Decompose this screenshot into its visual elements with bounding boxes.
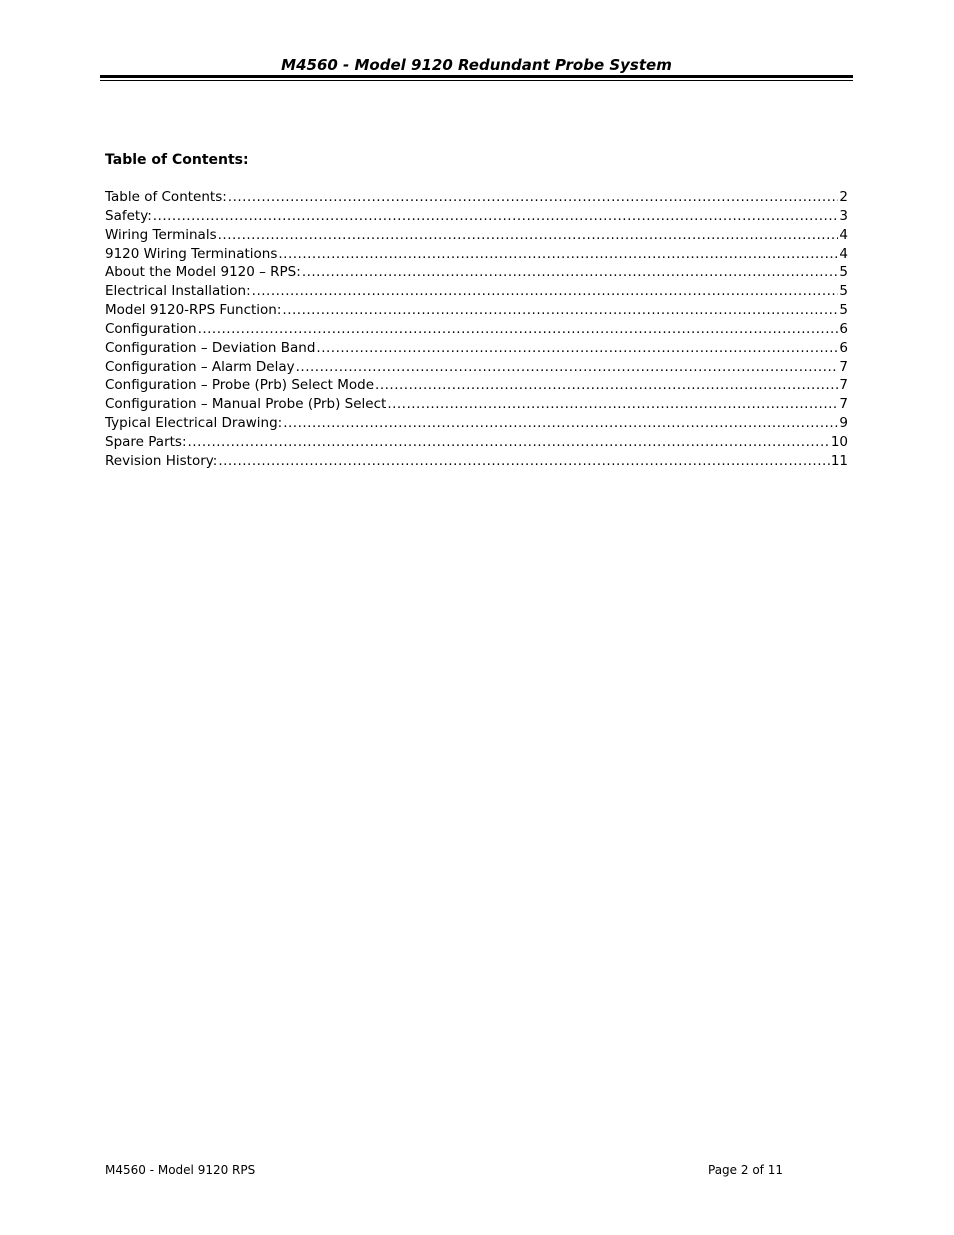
toc-entry[interactable] — [105, 188, 848, 207]
toc-entry-page[interactable]: 11 — [830, 452, 848, 469]
toc-entry-page[interactable]: 7 — [839, 358, 848, 375]
toc-dot-leader — [228, 188, 839, 207]
toc-dot-leader — [218, 226, 839, 245]
toc-entry[interactable] — [105, 226, 848, 245]
toc-dot-leader — [375, 376, 838, 395]
toc-entry-title[interactable]: Wiring Terminals — [105, 226, 217, 243]
toc-dot-leader — [316, 339, 838, 358]
toc-entry[interactable] — [105, 414, 848, 433]
toc-entry-title[interactable]: Configuration — [105, 320, 197, 337]
toc-entry-page[interactable]: 5 — [839, 264, 848, 281]
toc-entry-page[interactable]: 3 — [839, 207, 848, 224]
toc-entry-page[interactable]: 2 — [839, 189, 848, 205]
toc-dot-leader — [188, 433, 830, 452]
footer-document-id: M4560 - Model 9120 RPS — [105, 1163, 256, 1177]
header-rule-thin — [100, 80, 853, 81]
toc-entry-page[interactable]: 5 — [839, 302, 848, 319]
toc-entry-page[interactable]: 10 — [830, 433, 848, 450]
footer-page-number: Page 2 of 11 — [708, 1163, 783, 1177]
toc-dot-leader — [218, 452, 830, 471]
toc-heading: Table of Contents: — [105, 152, 249, 168]
toc-dot-leader — [198, 320, 839, 339]
toc-dot-leader — [153, 207, 839, 226]
toc-entry-title[interactable]: Configuration – Probe (Prb) Select Mode — [105, 377, 375, 394]
header-rule-thick — [100, 75, 853, 78]
toc-dot-leader — [283, 414, 838, 433]
toc-entry[interactable] — [105, 358, 848, 377]
toc-entry[interactable] — [105, 301, 848, 320]
toc-entry-title[interactable]: Configuration – Manual Probe (Prb) Select — [105, 396, 387, 413]
toc-entry-title[interactable]: Configuration – Deviation Band — [105, 339, 316, 356]
toc-entry-title[interactable]: Table of Contents: — [105, 189, 227, 205]
toc-entry-title[interactable]: 9120 Wiring Terminations — [105, 245, 278, 262]
toc-entry-page[interactable]: 7 — [839, 377, 848, 394]
toc-entry[interactable] — [105, 376, 848, 395]
toc-list — [105, 188, 848, 471]
toc-entry-title[interactable]: About the Model 9120 – RPS: — [105, 264, 301, 281]
document-header-title: M4560 - Model 9120 Redundant Probe System — [281, 56, 672, 74]
toc-entry-page[interactable]: 4 — [839, 226, 848, 243]
toc-entry-page[interactable]: 6 — [839, 339, 848, 356]
toc-entry-page[interactable]: 4 — [839, 245, 848, 262]
toc-dot-leader — [387, 395, 838, 414]
toc-entry[interactable] — [105, 245, 848, 264]
toc-entry-title[interactable]: Typical Electrical Drawing: — [105, 415, 283, 432]
toc-dot-leader — [296, 358, 839, 377]
toc-entry[interactable] — [105, 282, 848, 301]
toc-entry-title[interactable]: Configuration – Alarm Delay — [105, 358, 295, 375]
toc-entry[interactable] — [105, 339, 848, 358]
toc-entry[interactable] — [105, 320, 848, 339]
toc-dot-leader — [302, 263, 839, 282]
toc-entry-title[interactable]: Model 9120-RPS Function: — [105, 302, 282, 319]
toc-entry-page[interactable]: 5 — [839, 283, 848, 300]
toc-dot-leader — [282, 301, 838, 320]
toc-entry[interactable] — [105, 452, 848, 471]
toc-entry-page[interactable]: 9 — [839, 415, 848, 432]
toc-entry[interactable] — [105, 263, 848, 282]
toc-dot-leader — [252, 282, 839, 301]
toc-entry-title[interactable]: Safety: — [105, 207, 152, 224]
toc-entry-title[interactable]: Spare Parts: — [105, 433, 187, 450]
toc-entry[interactable] — [105, 207, 848, 226]
toc-entry[interactable] — [105, 433, 848, 452]
toc-entry-title[interactable]: Revision History: — [105, 452, 218, 469]
toc-dot-leader — [278, 245, 838, 264]
toc-entry[interactable] — [105, 395, 848, 414]
toc-entry-page[interactable]: 6 — [839, 320, 848, 337]
toc-entry-title[interactable]: Electrical Installation: — [105, 283, 251, 300]
toc-entry-page[interactable]: 7 — [839, 396, 848, 413]
